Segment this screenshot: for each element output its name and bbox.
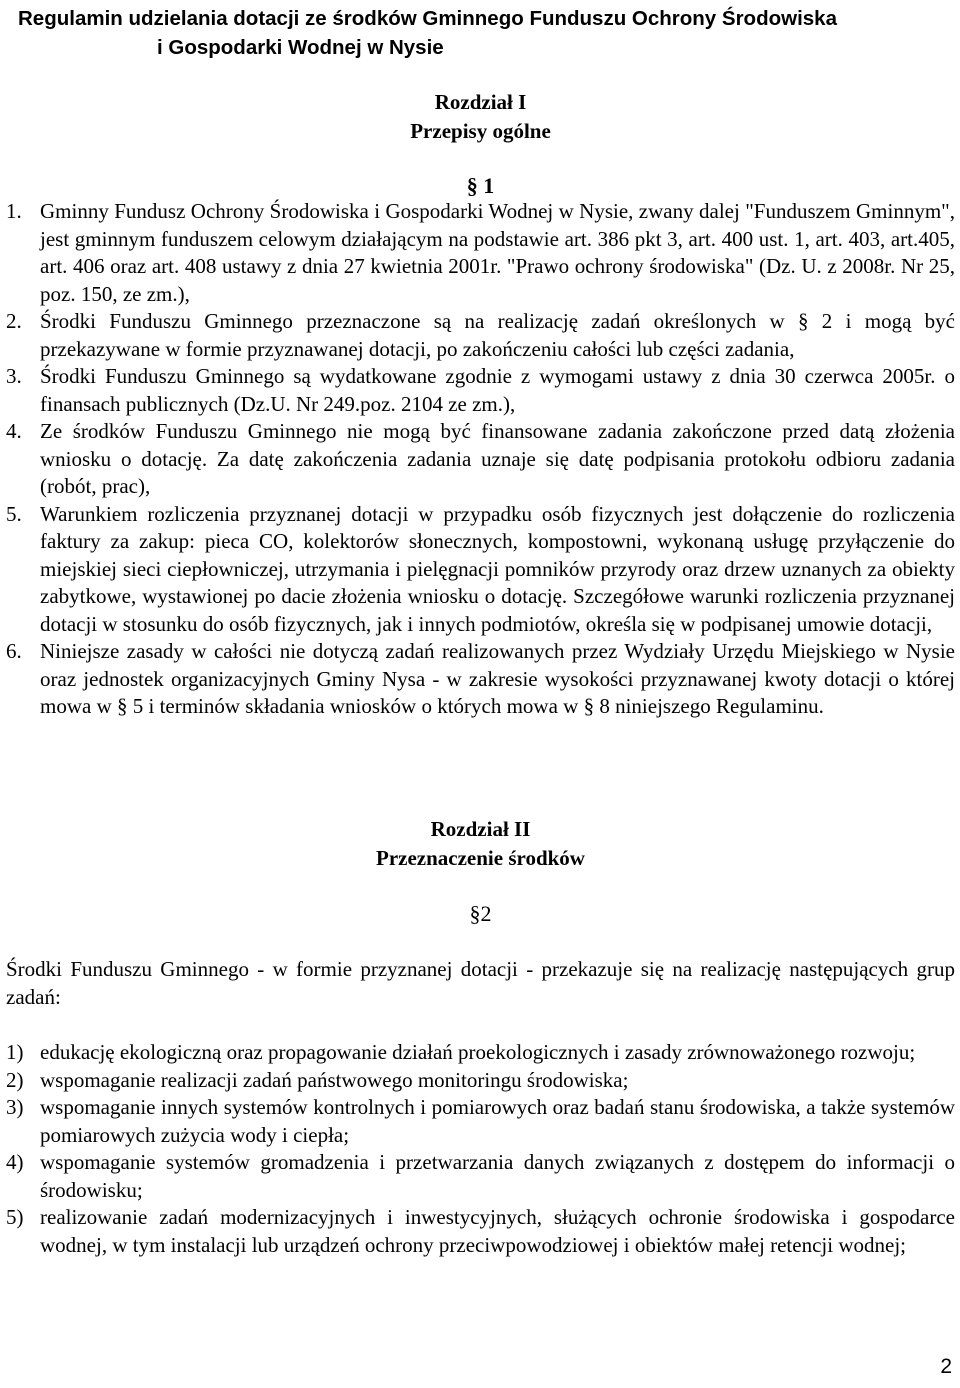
list-item	[6, 501, 955, 639]
item-text: wspomaganie systemów gromadzenia i przetwarzania danych związanych z dostępem do informacji o środowisku;	[40, 1150, 955, 1202]
chapter2-intro: Środki Funduszu Gminnego - w formie przyznanej dotacji - przekazuje się na realizację następujących grup zadań:	[6, 957, 955, 1009]
chapter2-label: Rozdział II	[430, 817, 531, 841]
item-text: Niniejsze zasady w całości nie dotyczą zadań realizowanych przez Wydziały Urzędu Miejskiego w Nysie oraz jednostek organizacyjnych Gminy Nysa - w zakresie wysokości przyznawanej kwoty dotacji o której mowa w § 5 i terminów składania wniosków o których mowa w § 8 niniejszego Regulaminu.	[40, 639, 955, 718]
section-2-mark: §2	[469, 901, 492, 926]
list-item	[6, 418, 955, 501]
item-number: 1.	[6, 199, 22, 223]
chapter2-name: Przeznaczenie środków	[376, 846, 585, 870]
item-text: edukację ekologiczną oraz propagowanie działań proekologicznych i zasady zrównoważonego rozwoju;	[40, 1040, 916, 1064]
chapter1-item-list	[6, 198, 955, 721]
section-1-mark: § 1	[466, 173, 495, 198]
item-text: Ze środków Funduszu Gminnego nie mogą być finansowane zadania zakończone przed datą złożenia wniosku o dotację. Za datę zakończenia zadania uznaje się datę podpisania protokołu odbioru zadania (robót, prac),	[40, 419, 955, 498]
item-number: 5)	[6, 1205, 24, 1229]
item-text: realizowanie zadań modernizacyjnych i inwestycyjnych, służących ochronie środowiska i gospodarce wodnej, w tym instalacji lub urządzeń ochrony przeciwpowodziowej i obiektów małej retencji wodnej;	[40, 1205, 955, 1257]
list-item	[6, 198, 955, 308]
item-number: 3)	[6, 1095, 24, 1119]
item-number: 2)	[6, 1067, 24, 1092]
list-item	[6, 1039, 955, 1067]
list-item	[6, 1204, 955, 1259]
item-number: 4)	[6, 1150, 24, 1174]
document-title-line1: Regulamin udzielania dotacji ze środków Gminnego Funduszu Ochrony Środowiska	[18, 7, 837, 30]
list-item	[6, 1149, 955, 1204]
chapter2-heading	[6, 815, 955, 873]
item-number: 4.	[6, 419, 22, 443]
item-text: Środki Funduszu Gminnego przeznaczone są na realizację zadań określonych w § 2 i mogą być przekazywane w formie przyznawanej dotacji, po zakończeniu całości lub części zadania,	[40, 309, 955, 361]
item-text: wspomaganie realizacji zadań państwowego monitoringu środowiska;	[40, 1067, 629, 1092]
page-number: 2	[940, 1354, 952, 1378]
list-item	[6, 363, 955, 418]
chapter2-item-list	[6, 1039, 955, 1259]
item-number: 6.	[6, 639, 22, 663]
document-title	[6, 4, 955, 62]
list-item	[6, 1067, 955, 1095]
item-text: Środki Funduszu Gminnego są wydatkowane zgodnie z wymogami ustawy z dnia 30 czerwca 2005r. o finansach publicznych (Dz.U. Nr 249.poz. 2104 ze zm.),	[40, 364, 955, 416]
list-item	[6, 638, 955, 721]
item-number: 3.	[6, 364, 22, 388]
chapter1-label: Rozdział I	[434, 90, 527, 114]
item-text: wspomaganie innych systemów kontrolnych i pomiarowych oraz badań stanu środowiska, a także systemów pomiarowych zużycia wody i ciepła;	[40, 1095, 955, 1147]
item-number: 1)	[6, 1040, 24, 1064]
chapter1-name: Przepisy ogólne	[410, 119, 551, 143]
list-item	[6, 308, 955, 363]
list-item	[6, 1094, 955, 1149]
item-number: 5.	[6, 501, 22, 526]
item-text: Gminny Fundusz Ochrony Środowiska i Gospodarki Wodnej w Nysie, zwany dalej "Funduszem Gminnym", jest gminnym funduszem celowym działającym na podstawie art. 386 pkt 3, art. 400 ust. 1, art. 403, art.405, art. 406 oraz art. 408 ustawy z dnia 27 kwietnia 2001r. "Prawo ochrony środowiska" (Dz. U. z 2008r. Nr 25, poz. 150, ze zm.),	[40, 199, 955, 306]
document-title-line2: i Gospodarki Wodnej w Nysie	[157, 36, 444, 59]
item-text: Warunkiem rozliczenia przyznanej dotacji w przypadku osób fizycznych jest dołączenie do rozliczenia faktury za zakup: pieca CO, kolektorów słonecznych, kompostowni, wykonaną usługę przyłączenie do miejskiej sieci ciepłowniczej, utrzymania i pielęgnacji pomników przyrody oraz drzew uznanych za obiekty zabytkowe, wystawionej po dacie złożenia wniosku o dotację. Szczegółowe warunki rozliczenia przyznanej dotacji w stosunku do osób fizycznych, jak i innych podmiotów, określa się w podpisanej umowie dotacji,	[40, 501, 955, 636]
chapter1-heading	[6, 88, 955, 146]
item-number: 2.	[6, 309, 22, 333]
